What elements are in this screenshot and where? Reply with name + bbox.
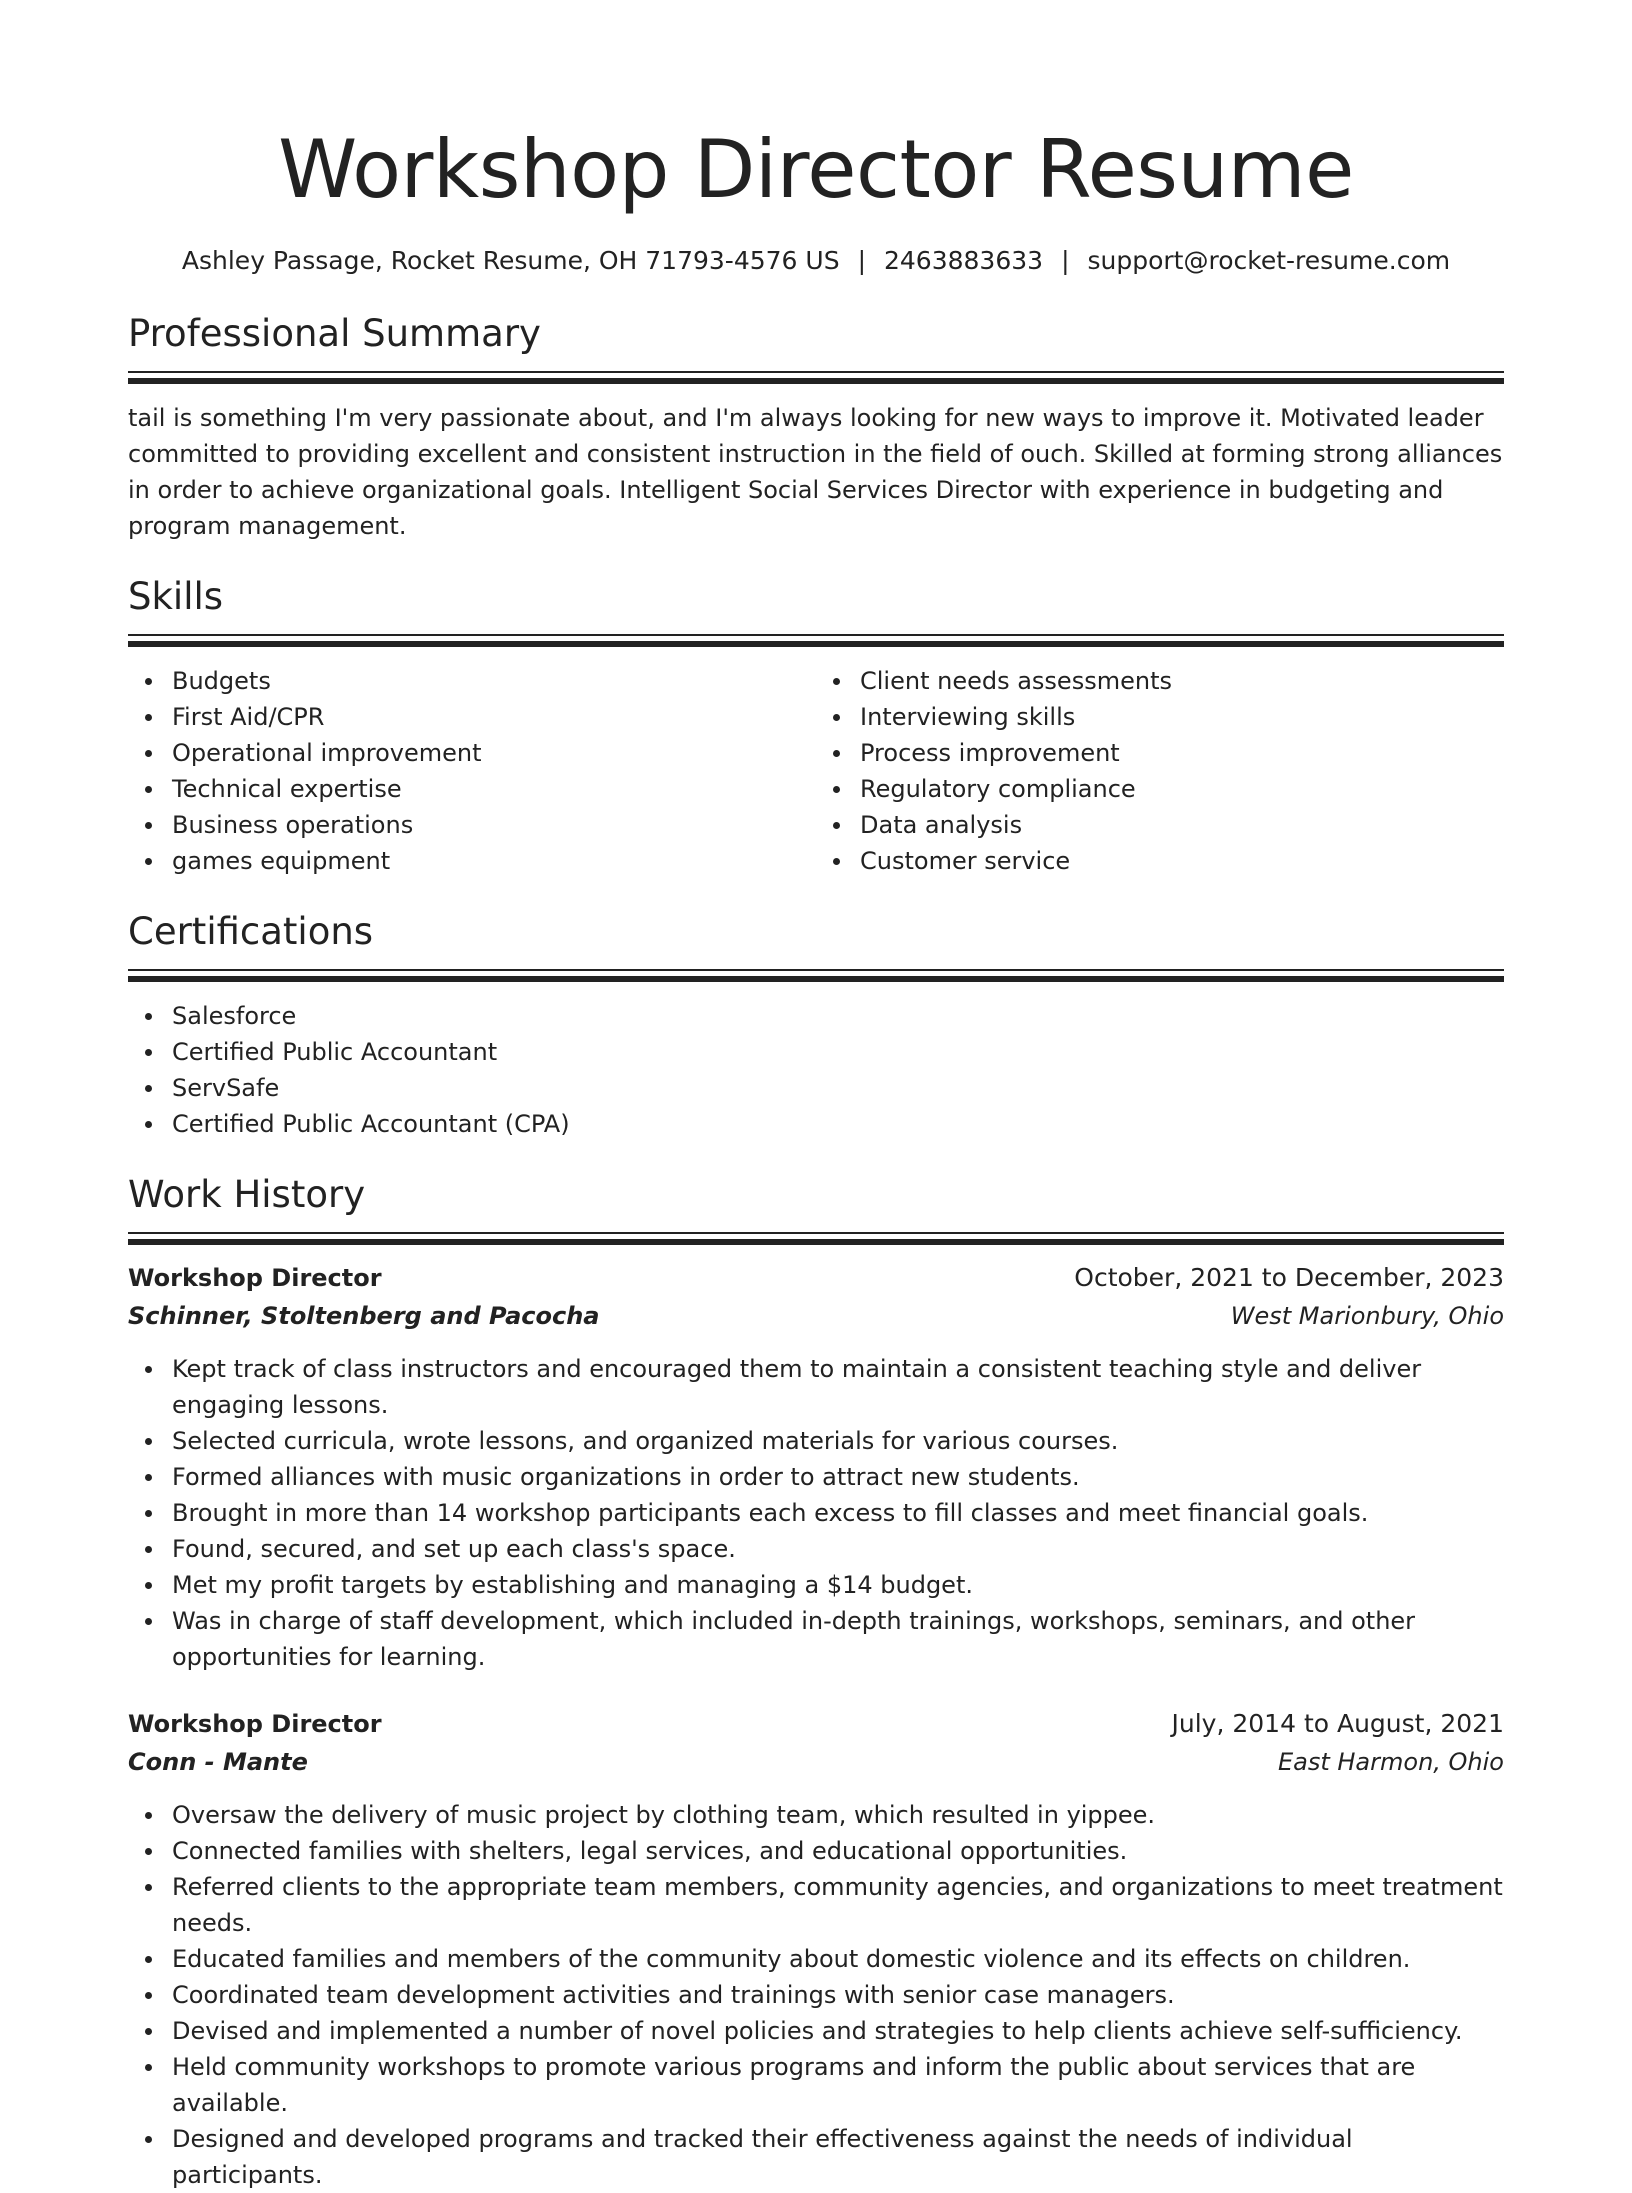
job-bullet: Met my profit targets by establishing and managing a $14 budget. xyxy=(172,1567,1504,1603)
job-entry xyxy=(128,1259,1504,1675)
job-bullet: Educated families and members of the community about domestic violence and its effects on children. xyxy=(172,1941,1504,1977)
skills-section xyxy=(128,572,1504,879)
section-divider-thick xyxy=(128,976,1504,982)
job-bullet: Oversaw the delivery of music project by clothing team, which resulted in yippee. xyxy=(172,1797,1504,1833)
job-bullet: Formed alliances with music organizations in order to attract new students. xyxy=(172,1459,1504,1495)
job-title: Workshop Director xyxy=(128,1264,382,1292)
job-bullet: Coordinated team development activities and trainings with senior case managers. xyxy=(172,1977,1504,2013)
section-divider xyxy=(128,634,1504,636)
job-company-row xyxy=(128,1297,1504,1335)
job-bullet: Selected curricula, wrote lessons, and organized materials for various courses. xyxy=(172,1423,1504,1459)
certification-item: Certified Public Accountant (CPA) xyxy=(172,1106,1504,1142)
contact-line xyxy=(128,242,1504,280)
contact-separator: | xyxy=(857,246,866,275)
section-divider xyxy=(128,969,1504,971)
skills-list-right xyxy=(816,663,1504,879)
job-bullet: Designed and developed programs and tracked their effectiveness against the needs of individual participants. xyxy=(172,2121,1504,2193)
job-location: East Harmon, Ohio xyxy=(1277,1748,1504,1776)
job-bullets xyxy=(128,1351,1504,1675)
contact-address: Ashley Passage, Rocket Resume, OH 71793-4576 US xyxy=(181,246,840,275)
certification-item: ServSafe xyxy=(172,1070,1504,1106)
summary-section xyxy=(128,309,1504,544)
job-company: Schinner, Stoltenberg and Pacocha xyxy=(128,1302,600,1330)
summary-text: tail is something I'm very passionate about, and I'm always looking for new ways to improve it. Motivated leader committed to providing excellent and consistent instruction in the field of ouch. Skilled at forming strong alliances in order to achieve organizational goals. Intelligent Social Services Director with experience in budgeting and program management. xyxy=(128,404,1503,540)
job-entry xyxy=(128,1705,1504,2193)
job-bullet: Devised and implemented a number of novel policies and strategies to help clients achieve self-sufficiency. xyxy=(172,2013,1504,2049)
section-heading-skills: Skills xyxy=(128,575,224,618)
job-company: Conn - Mante xyxy=(128,1748,308,1776)
work-history-section xyxy=(128,1170,1504,2193)
contact-phone: 2463883633 xyxy=(884,246,1044,275)
job-location: West Marionbury, Ohio xyxy=(1230,1302,1504,1330)
skills-column-left xyxy=(128,663,816,879)
section-heading-work-history: Work History xyxy=(128,1173,366,1216)
section-divider xyxy=(128,1232,1504,1234)
skill-item: Data analysis xyxy=(860,807,1504,843)
section-divider-thick xyxy=(128,641,1504,647)
certification-item: Certified Public Accountant xyxy=(172,1034,1504,1070)
section-divider-thick xyxy=(128,378,1504,384)
job-bullet: Brought in more than 14 workshop participants each excess to fill classes and meet financial goals. xyxy=(172,1495,1504,1531)
job-header-row xyxy=(128,1705,1504,1743)
skill-item: Operational improvement xyxy=(172,735,816,771)
skill-item: Business operations xyxy=(172,807,816,843)
jobs-container xyxy=(128,1259,1504,2193)
job-bullet: Found, secured, and set up each class's space. xyxy=(172,1531,1504,1567)
skill-item: Customer service xyxy=(860,843,1504,879)
skill-item: First Aid/CPR xyxy=(172,699,816,735)
job-dates: October, 2021 to December, 2023 xyxy=(1074,1263,1504,1292)
job-title: Workshop Director xyxy=(128,1710,382,1738)
skill-item: Budgets xyxy=(172,663,816,699)
skills-list-left xyxy=(128,663,816,879)
section-heading-summary: Professional Summary xyxy=(128,312,541,355)
contact-email[interactable]: support@rocket-resume.com xyxy=(1087,246,1451,275)
resume-page xyxy=(128,0,1504,2193)
job-bullets xyxy=(128,1797,1504,2193)
job-bullet: Held community workshops to promote various programs and inform the public about services that are available. xyxy=(172,2049,1504,2121)
job-bullet: Referred clients to the appropriate team members, community agencies, and organizations to meet treatment needs. xyxy=(172,1869,1504,1941)
skill-item: Interviewing skills xyxy=(860,699,1504,735)
skill-item: Client needs assessments xyxy=(860,663,1504,699)
certification-item: Salesforce xyxy=(172,998,1504,1034)
certifications-section xyxy=(128,907,1504,1142)
section-heading-certifications: Certifications xyxy=(128,910,374,953)
job-dates: July, 2014 to August, 2021 xyxy=(1171,1709,1504,1738)
job-header-row xyxy=(128,1259,1504,1297)
skill-item: Process improvement xyxy=(860,735,1504,771)
skills-column-right xyxy=(816,663,1504,879)
skills-grid xyxy=(128,663,1504,879)
certifications-list xyxy=(128,998,1504,1142)
job-bullet: Connected families with shelters, legal services, and educational opportunities. xyxy=(172,1833,1504,1869)
section-divider xyxy=(128,371,1504,373)
skill-item: Technical expertise xyxy=(172,771,816,807)
skill-item: Regulatory compliance xyxy=(860,771,1504,807)
skill-item: games equipment xyxy=(172,843,816,879)
job-company-row xyxy=(128,1743,1504,1781)
job-bullet: Was in charge of staff development, which included in-depth trainings, workshops, seminars, and other opportunities for learning. xyxy=(172,1603,1504,1675)
job-bullet: Kept track of class instructors and encouraged them to maintain a consistent teaching style and deliver engaging lessons. xyxy=(172,1351,1504,1423)
section-divider-thick xyxy=(128,1239,1504,1245)
resume-title: Workshop Director Resume xyxy=(278,123,1354,216)
contact-separator: | xyxy=(1061,246,1070,275)
